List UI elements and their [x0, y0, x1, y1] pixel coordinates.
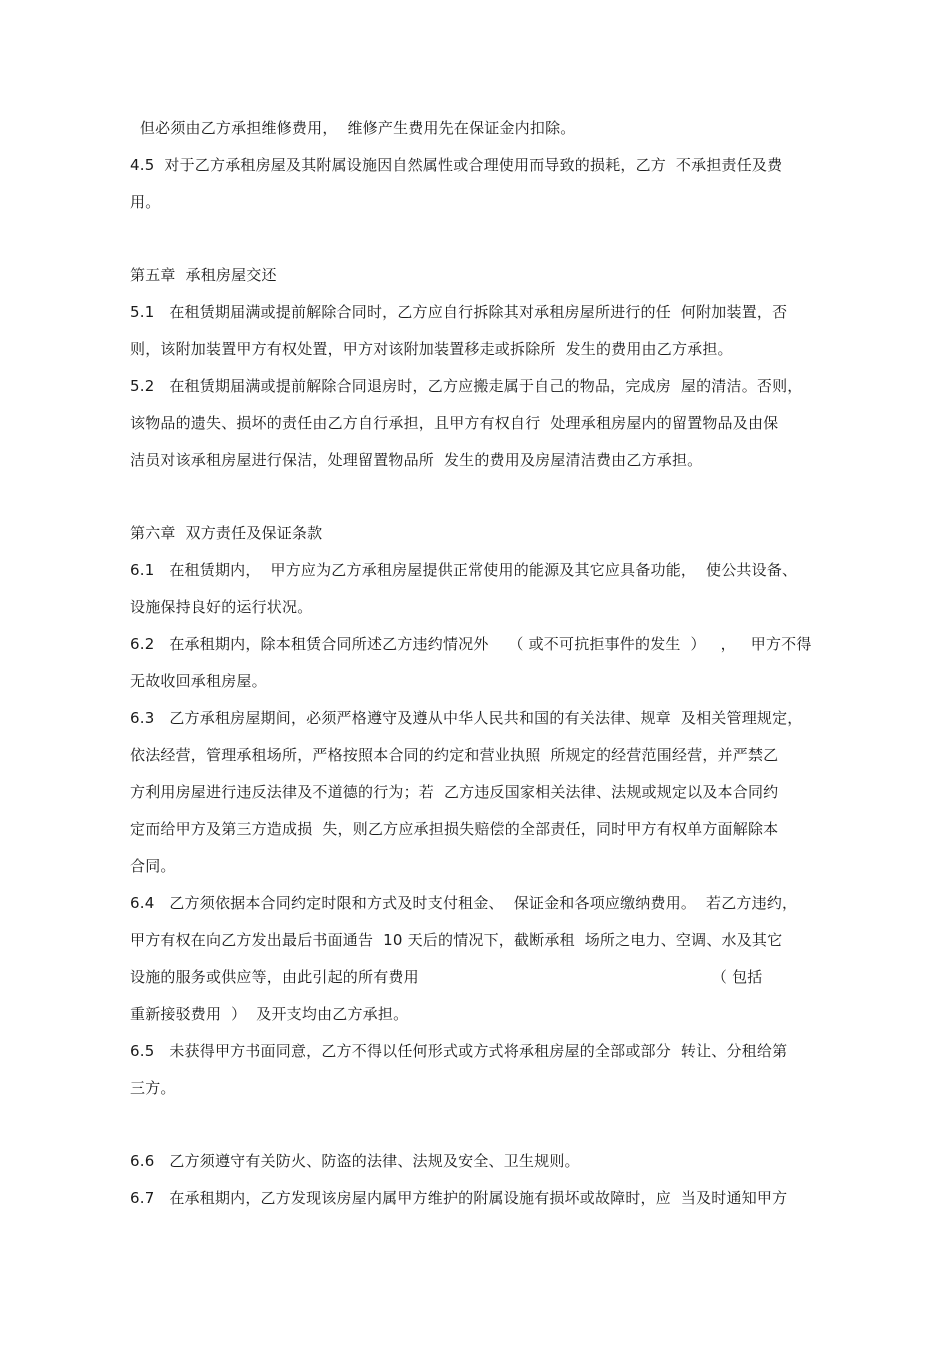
clause-5-2-continued-2: 洁员对该承租房屋进行保洁，处理留置物品所 发生的费用及房屋清洁费由乙方承担。	[130, 451, 703, 469]
chapter-6-heading: 第六章 双方责任及保证条款	[130, 524, 323, 542]
clause-4-5: 4.5 对于乙方承租房屋及其附属设施因自然属性或合理使用而导致的损耗，乙方 不承担责任及费	[130, 156, 783, 174]
clause-5-2: 5.2 在租赁期届满或提前解除合同退房时，乙方应搬走属于自己的物品，完成房 屋的清洁。否则，	[130, 377, 803, 395]
chapter-5-heading: 第五章 承租房屋交还	[130, 266, 277, 284]
clause-5-1-continued: 则，该附加装置甲方有权处置，甲方对该附加装置移走或拆除所 发生的费用由乙方承担。	[130, 340, 733, 358]
clause-6-5-continued: 三方。	[130, 1079, 176, 1097]
text-line-4-4-continued: 但必须由乙方承担维修费用， 维修产生费用先在保证金内扣除。	[130, 119, 576, 137]
clause-6-3-continued-1: 依法经营，管理承租场所，严格按照本合同的约定和营业执照 所规定的经营范围经营，并严禁乙	[130, 746, 779, 764]
clause-6-3-continued-4: 合同。	[130, 857, 176, 875]
clause-6-4-continued-1: 甲方有权在向乙方发出最后书面通告 10 天后的情况下，截断承租 场所之电力、空调、水及其它	[130, 931, 783, 949]
clause-6-1-continued: 设施保持良好的运行状况。	[130, 598, 313, 616]
clause-6-4-continued-2: 设施的服务或供应等，由此引起的所有费用 （ 包括	[130, 968, 763, 986]
clause-6-3-continued-3: 定而给甲方及第三方造成损 失，则乙方应承担损失赔偿的全部责任，同时甲方有权单方面解除本	[130, 820, 779, 838]
clause-5-2-continued-1: 该物品的遗失、损坏的责任由乙方自行承担，且甲方有权自行 处理承租房屋内的留置物品及由保	[130, 414, 779, 432]
clause-6-7: 6.7 在承租期内，乙方发现该房屋内属甲方维护的附属设施有损坏或故障时，应 当及时通知甲方	[130, 1189, 788, 1207]
clause-6-6: 6.6 乙方须遵守有关防火、防盗的法律、法规及安全、卫生规则。	[130, 1152, 580, 1170]
clause-6-5: 6.5 未获得甲方书面同意，乙方不得以任何形式或方式将承租房屋的全部或部分 转让、分租给第	[130, 1042, 788, 1060]
clause-5-1: 5.1 在租赁期届满或提前解除合同时，乙方应自行拆除其对承租房屋所进行的任 何附加装置，否	[130, 303, 788, 321]
clause-6-2-continued: 无故收回承租房屋。	[130, 672, 267, 690]
clause-4-5-continued: 用。	[130, 193, 161, 211]
clause-6-4-continued-3: 重新接驳费用 ） 及开支均由乙方承担。	[130, 1005, 409, 1023]
clause-6-4: 6.4 乙方须依据本合同约定时限和方式及时支付租金、 保证金和各项应缴纳费用。 若乙方违约，	[130, 894, 798, 912]
clause-6-3: 6.3 乙方承租房屋期间，必须严格遵守及遵从中华人民共和国的有关法律、规章 及相关管理规定，	[130, 709, 803, 727]
clause-6-2: 6.2 在承租期内，除本租赁合同所述乙方违约情况外 （ 或不可抗拒事件的发生 ） ， 甲方不得	[130, 635, 812, 653]
clause-6-1: 6.1 在租赁期内， 甲方应为乙方承租房屋提供正常使用的能源及其它应具备功能， 使公共设备、	[130, 561, 798, 579]
clause-6-3-continued-2: 方利用房屋进行违反法律及不道德的行为；若 乙方违反国家相关法律、法规或规定以及本合同约	[130, 783, 779, 801]
